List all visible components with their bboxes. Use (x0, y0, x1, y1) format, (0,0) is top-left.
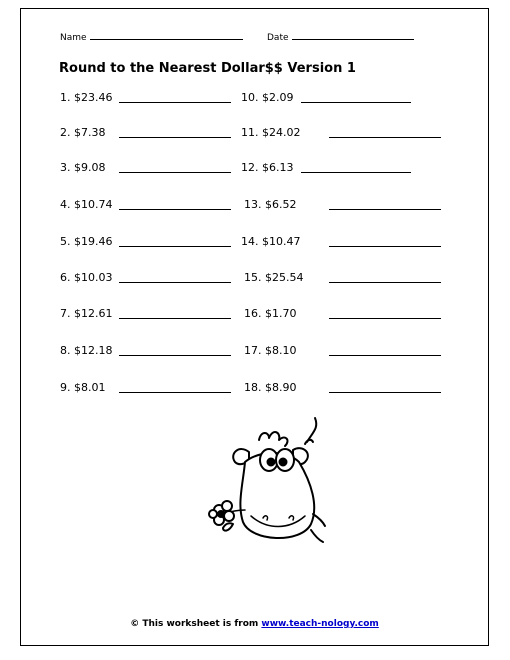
answer-blank-14[interactable] (329, 245, 441, 247)
problem-number: 8. (60, 344, 71, 357)
answer-blank-5[interactable] (119, 245, 231, 247)
answer-blank-4[interactable] (119, 208, 231, 210)
problem-13 (244, 198, 297, 211)
footer-prefix: © This worksheet is from (130, 619, 259, 629)
footer-credit (21, 619, 488, 629)
problem-9 (60, 381, 106, 394)
problem-8 (60, 344, 113, 357)
problem-value: $7.38 (74, 126, 106, 139)
problem-1 (60, 91, 113, 104)
problem-value: $9.08 (74, 161, 106, 174)
problem-value: $6.52 (265, 198, 297, 211)
date-field[interactable] (267, 31, 414, 43)
problem-value: $10.47 (262, 235, 301, 248)
problem-value: $8.90 (265, 381, 297, 394)
problem-number: 14. (241, 235, 259, 248)
problem-17 (244, 344, 297, 357)
answer-blank-3[interactable] (119, 171, 231, 173)
problem-7 (60, 307, 113, 320)
problem-number: 3. (60, 161, 71, 174)
problem-number: 4. (60, 198, 71, 211)
answer-blank-17[interactable] (329, 354, 441, 356)
problem-value: $24.02 (262, 126, 301, 139)
problem-value: $10.03 (74, 271, 113, 284)
problem-3 (60, 161, 106, 174)
problem-value: $25.54 (265, 271, 304, 284)
answer-blank-18[interactable] (329, 391, 441, 393)
answer-blank-1[interactable] (119, 101, 231, 103)
worksheet-title: Round to the Nearest Dollar$$ Version 1 (59, 61, 356, 76)
name-label: Name (60, 33, 87, 43)
answer-blank-8[interactable] (119, 354, 231, 356)
problem-14 (241, 235, 301, 248)
answer-blank-9[interactable] (119, 391, 231, 393)
problem-value: $10.74 (74, 198, 113, 211)
problem-number: 11. (241, 126, 259, 139)
problem-number: 7. (60, 307, 71, 320)
problem-number: 13. (244, 198, 262, 211)
answer-blank-6[interactable] (119, 281, 231, 283)
problem-number: 16. (244, 307, 262, 320)
problem-number: 10. (241, 91, 259, 104)
problem-value: $6.13 (262, 161, 294, 174)
problem-4 (60, 198, 113, 211)
problem-number: 9. (60, 381, 71, 394)
problem-number: 15. (244, 271, 262, 284)
problem-11 (241, 126, 301, 139)
problem-12 (241, 161, 294, 174)
answer-blank-7[interactable] (119, 317, 231, 319)
name-blank[interactable] (90, 31, 243, 40)
problem-18 (244, 381, 297, 394)
answer-blank-15[interactable] (329, 281, 441, 283)
problem-number: 2. (60, 126, 71, 139)
problem-value: $1.70 (265, 307, 297, 320)
cow-illustration (189, 414, 329, 554)
problem-16 (244, 307, 297, 320)
worksheet-page (20, 8, 489, 646)
problem-15 (244, 271, 304, 284)
answer-blank-13[interactable] (329, 208, 441, 210)
problem-value: $2.09 (262, 91, 294, 104)
problem-value: $19.46 (74, 235, 113, 248)
problem-5 (60, 235, 113, 248)
problem-6 (60, 271, 113, 284)
problem-10 (241, 91, 294, 104)
problem-value: $12.61 (74, 307, 113, 320)
date-label: Date (267, 33, 289, 43)
problem-number: 18. (244, 381, 262, 394)
answer-blank-12[interactable] (301, 171, 411, 173)
problem-2 (60, 126, 106, 139)
problem-value: $8.01 (74, 381, 106, 394)
date-blank[interactable] (292, 31, 414, 40)
answer-blank-10[interactable] (301, 101, 411, 103)
problem-number: 17. (244, 344, 262, 357)
problem-value: $12.18 (74, 344, 113, 357)
answer-blank-11[interactable] (329, 136, 441, 138)
problem-number: 1. (60, 91, 71, 104)
teach-nology-link[interactable]: www.teach-nology.com (261, 619, 379, 629)
problem-value: $8.10 (265, 344, 297, 357)
name-field[interactable] (60, 31, 243, 43)
answer-blank-16[interactable] (329, 317, 441, 319)
problem-number: 12. (241, 161, 259, 174)
answer-blank-2[interactable] (119, 136, 231, 138)
problem-number: 5. (60, 235, 71, 248)
problem-value: $23.46 (74, 91, 113, 104)
problem-number: 6. (60, 271, 71, 284)
